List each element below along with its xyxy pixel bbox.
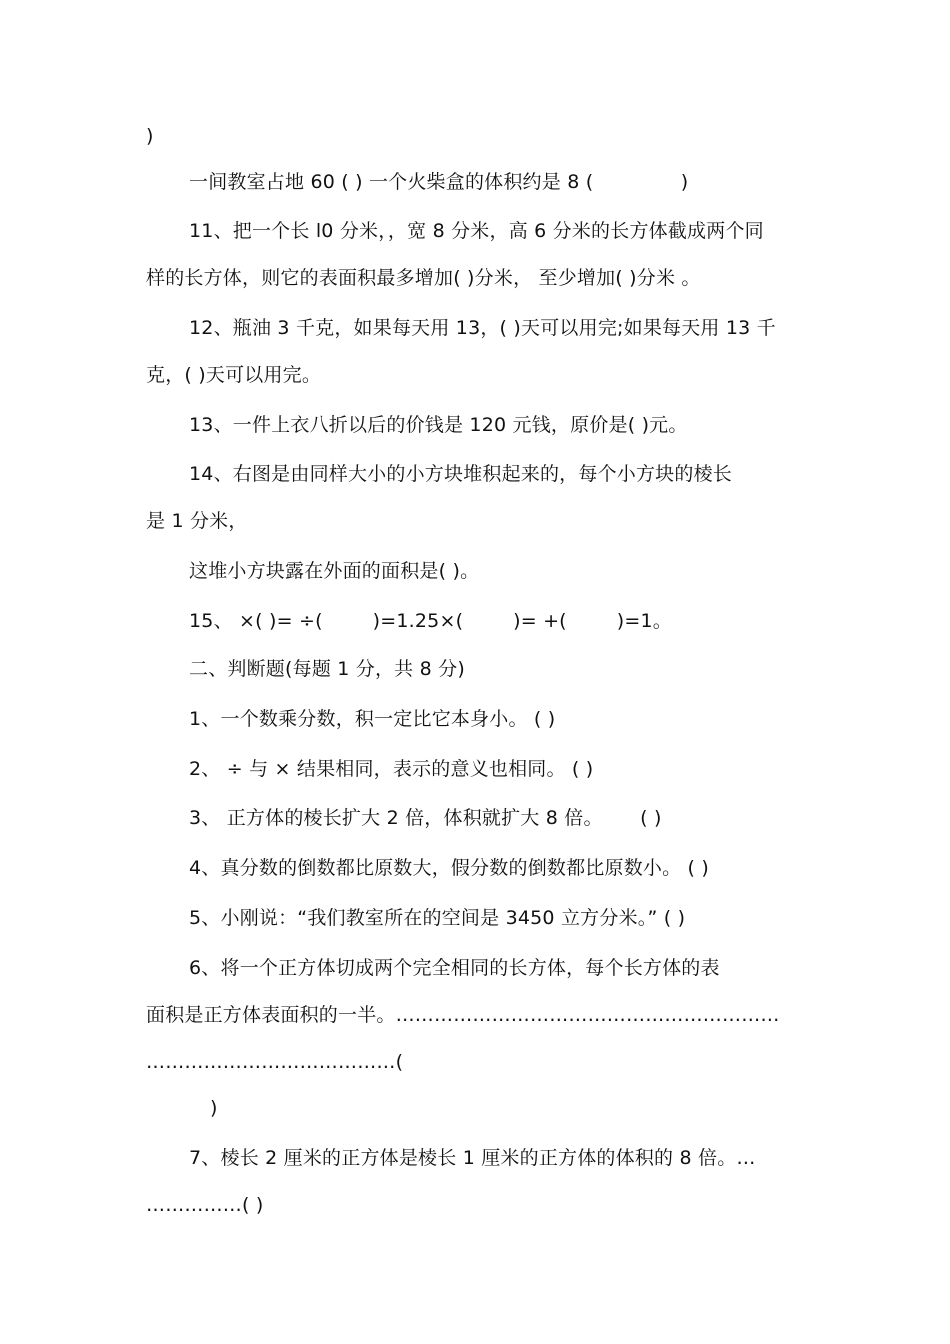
text-line: 是 1 分米， [146,510,248,532]
text-line: 一间教室占地 60 ( ) 一个火柴盒的体积约是 8 ( ) [189,171,689,193]
text-line: 12、瓶油 3 千克，如果每天用 13，( )天可以用完;如果每天用 13 千 [189,317,776,339]
text-line: ) [210,1097,218,1119]
text-line: 3、 正方体的棱长扩大 2 倍，体积就扩大 8 倍。 ( ) [189,807,662,829]
text-line: ) [146,125,154,147]
text-line: 1、一个数乘分数，积一定比它本身小。 ( ) [189,708,556,730]
text-line: 7、棱长 2 厘米的正方体是棱长 1 厘米的正方体的体积的 8 倍。… [189,1147,756,1169]
text-line: 面积是正方体表面积的一半。…………………………………………………… [146,1004,780,1026]
text-line: 5、小刚说：“我们教室所在的空间是 3450 立方分米。” ( ) [189,907,686,929]
text-line: …………………………………( [146,1051,404,1073]
text-line: 11、把一个长 l0 分米，，宽 8 分米，高 6 分米的长方体截成两个同 [189,220,764,242]
text-line: 14、右图是由同样大小的小方块堆积起来的，每个小方块的棱长 [189,463,732,485]
text-line: ……………( ) [146,1194,264,1216]
text-line: 4、真分数的倒数都比原数大，假分数的倒数都比原数小。 ( ) [189,857,709,879]
text-line: 这堆小方块露在外面的面积是( )。 [189,560,480,582]
text-line: 2、 ÷ 与 × 结果相同，表示的意义也相同。 ( ) [189,758,594,780]
text-line: 15、 ×( )= ÷( )=1.25×( )= +( )=1。 [189,610,672,632]
text-line: 样的长方体，则它的表面积最多增加( )分米， 至少增加( )分米 。 [146,267,701,289]
text-line: 13、一件上衣八折以后的价钱是 120 元钱，原价是( )元。 [189,414,688,436]
text-line: 克，( )天可以用完。 [146,364,322,386]
section-heading: 二、判断题(每题 1 分，共 8 分) [189,658,465,680]
text-line: 6、将一个正方体切成两个完全相同的长方体，每个长方体的表 [189,957,720,979]
